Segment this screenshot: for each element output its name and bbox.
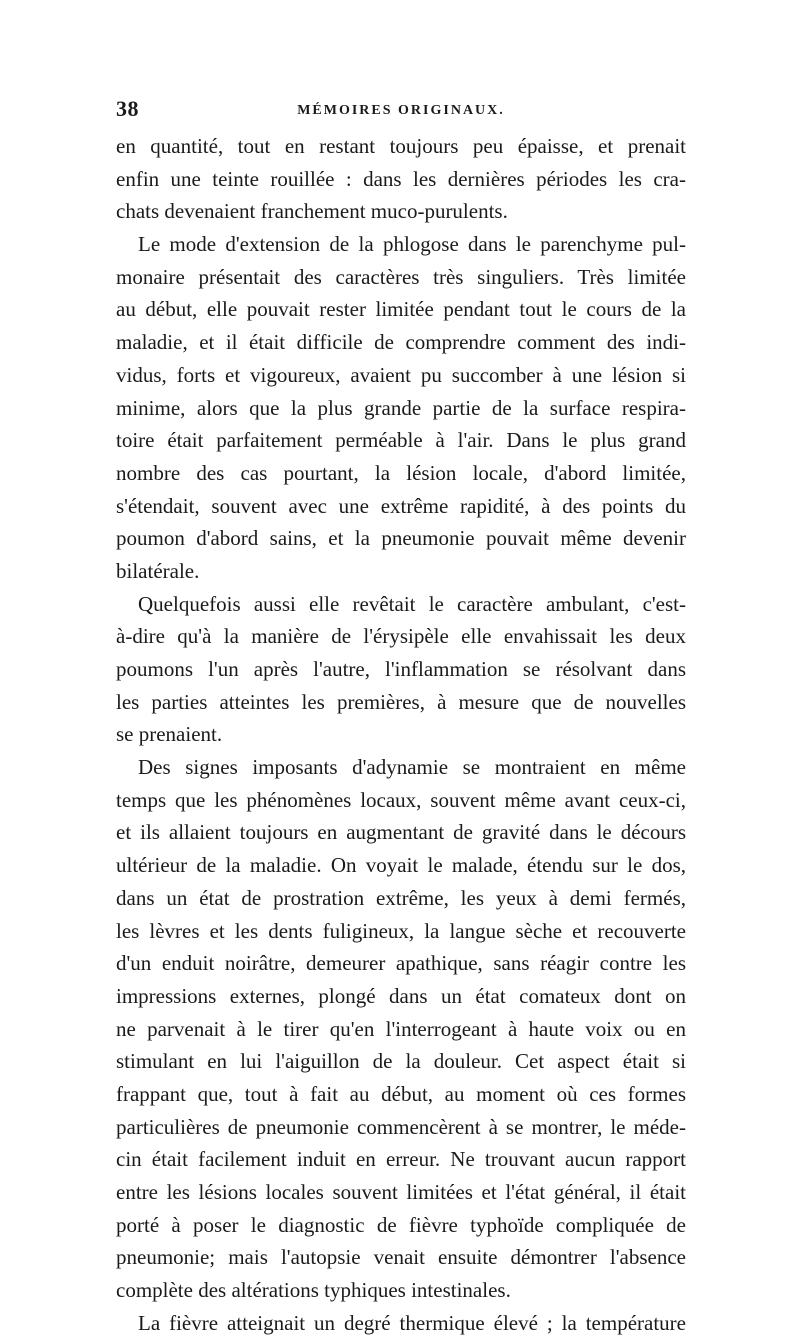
text-line: complète des altérations typhiques intestinales.	[116, 1278, 511, 1303]
text-line: chats devenaient franchement muco-purulents.	[116, 199, 508, 224]
text-line: nombre des cas pourtant, la lésion locale, d'abord limitée,	[116, 460, 686, 485]
text-line: Le mode d'extension de la phlogose dans le parenchyme pul-	[138, 232, 686, 257]
page-number: 38	[116, 96, 139, 121]
text-line: au début, elle pouvait rester limitée pendant tout le cours de la	[116, 297, 686, 322]
text-line: impressions externes, plongé dans un état comateux dont on	[116, 983, 686, 1008]
text-line: à-dire qu'à la manière de l'érysipèle elle envahissait les deux	[116, 624, 686, 649]
text-line: dans un état de prostration extrême, les yeux à demi fermés,	[116, 885, 686, 910]
text-line: s'étendait, souvent avec une extrême rapidité, à des points du	[116, 493, 686, 518]
text-line: vidus, forts et vigoureux, avaient pu succomber à une lésion si	[116, 362, 686, 387]
text-line: bilatérale.	[116, 558, 200, 583]
text-line: les parties atteintes les premières, à mesure que de nouvelles	[116, 689, 686, 714]
text-line: stimulant en lui l'aiguillon de la douleur. Cet aspect était si	[116, 1049, 686, 1074]
text-line: Quelquefois aussi elle revêtait le caractère ambulant, c'est-	[138, 591, 686, 616]
text-line: et ils allaient toujours en augmentant de gravité dans le décours	[116, 820, 686, 845]
text-line: se prenaient.	[116, 722, 223, 747]
text-line: frappant que, tout à fait au début, au moment où ces formes	[116, 1081, 686, 1106]
text-line: poumons l'un après l'autre, l'inflammation se résolvant dans	[116, 657, 686, 681]
text-line: poumon d'abord sains, et la pneumonie pouvait même devenir	[116, 526, 686, 551]
text-line: pneumonie; mais l'autopsie venait ensuite démontrer l'absence	[116, 1245, 686, 1270]
text-line: porté à poser le diagnostic de fièvre typhoïde compliquée de	[116, 1212, 686, 1237]
text-line: en quantité, tout en restant toujours peu épaisse, et prenait	[116, 134, 686, 158]
text-line: entre les lésions locales souvent limitées et l'état général, il était	[116, 1180, 686, 1204]
text-line: La fièvre atteignait un degré thermique élevé ; la température	[138, 1310, 686, 1335]
text-line: enfin une teinte rouillée : dans les dernières périodes les cra-	[116, 166, 686, 191]
text-line: Des signes imposants d'adynamie se montraient en même	[138, 755, 686, 780]
text-line: les lèvres et les dents fuligineux, la langue sèche et recouverte	[116, 918, 686, 943]
page-header	[116, 96, 686, 126]
text-line: maladie, et il était difficile de comprendre comment des indi-	[116, 330, 686, 355]
text-line: minime, alors que la plus grande partie de la surface respira-	[116, 395, 686, 420]
text-line: monaire présentait des caractères très singuliers. Très limitée	[116, 264, 686, 289]
text-line: toire était parfaitement perméable à l'air. Dans le plus grand	[116, 428, 686, 453]
text-line: ne parvenait à le tirer qu'en l'interrogeant à haute voix ou en	[116, 1016, 686, 1041]
text-line: temps que les phénomènes locaux, souvent même avant ceux-ci,	[116, 787, 686, 812]
text-line: ultérieur de la maladie. On voyait le malade, étendu sur le dos,	[116, 853, 686, 878]
running-head: MÉMOIRES ORIGINAUX.	[297, 103, 505, 118]
text-line: cin était facilement induit en erreur. Ne trouvant aucun rapport	[116, 1147, 686, 1172]
text-line: particulières de pneumonie commencèrent à se montrer, le méde-	[116, 1114, 686, 1139]
body-text	[116, 130, 686, 1339]
text-line: d'un enduit noirâtre, demeurer apathique, sans réagir contre les	[116, 951, 686, 976]
